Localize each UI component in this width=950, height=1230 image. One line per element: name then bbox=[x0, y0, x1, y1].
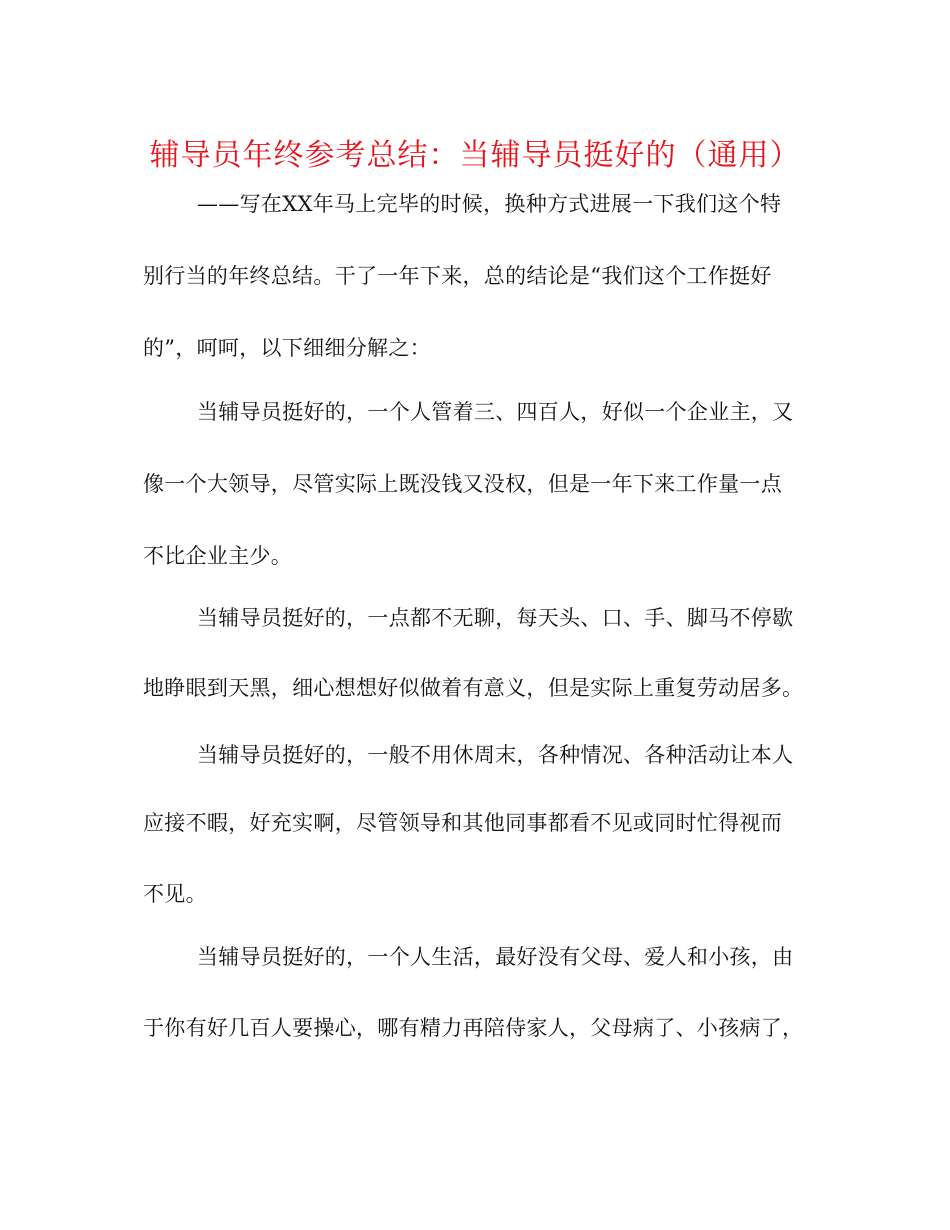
paragraph-line: 别行当的年终总结。干了一年下来，总的结论是“我们这个工作挺好 bbox=[143, 264, 772, 288]
document-title: 辅导员年终参考总结：当辅导员挺好的（通用） bbox=[149, 138, 801, 173]
paragraph-line: 当辅导员挺好的，一个人管着三、四百人，好似一个企业主，又 bbox=[197, 400, 794, 424]
paragraph-line: 应接不暇，好充实啊，尽管领导和其他同事都看不见或同时忙得视而 bbox=[143, 811, 782, 835]
paragraph-line: 当辅导员挺好的，一般不用休周末，各种情况、各种活动让本人 bbox=[197, 743, 794, 767]
paragraph-line: 的”，呵呵，以下细细分解之： bbox=[143, 336, 431, 360]
paragraph-line: ——写在XX年马上完毕的时候，换种方式进展一下我们这个特 bbox=[197, 192, 782, 216]
paragraph-line: 于你有好几百人要操心，哪有精力再陪侍家人，父母病了、小孩病了， bbox=[143, 1016, 804, 1040]
paragraph-line: 不见。 bbox=[143, 882, 207, 906]
paragraph-line: 当辅导员挺好的，一个人生活，最好没有父母、爱人和小孩，由 bbox=[197, 945, 794, 969]
paragraph-line: 像一个大领导，尽管实际上既没钱又没权，但是一年下来工作量一点 bbox=[143, 472, 782, 496]
paragraph-line: 不比企业主少。 bbox=[143, 544, 293, 568]
paragraph-line: 当辅导员挺好的，一点都不无聊，每天头、口、手、脚马不停歇 bbox=[197, 606, 794, 630]
paragraph-line: 地睁眼到天黑，细心想想好似做着有意义，但是实际上重复劳动居多。 bbox=[143, 676, 804, 700]
